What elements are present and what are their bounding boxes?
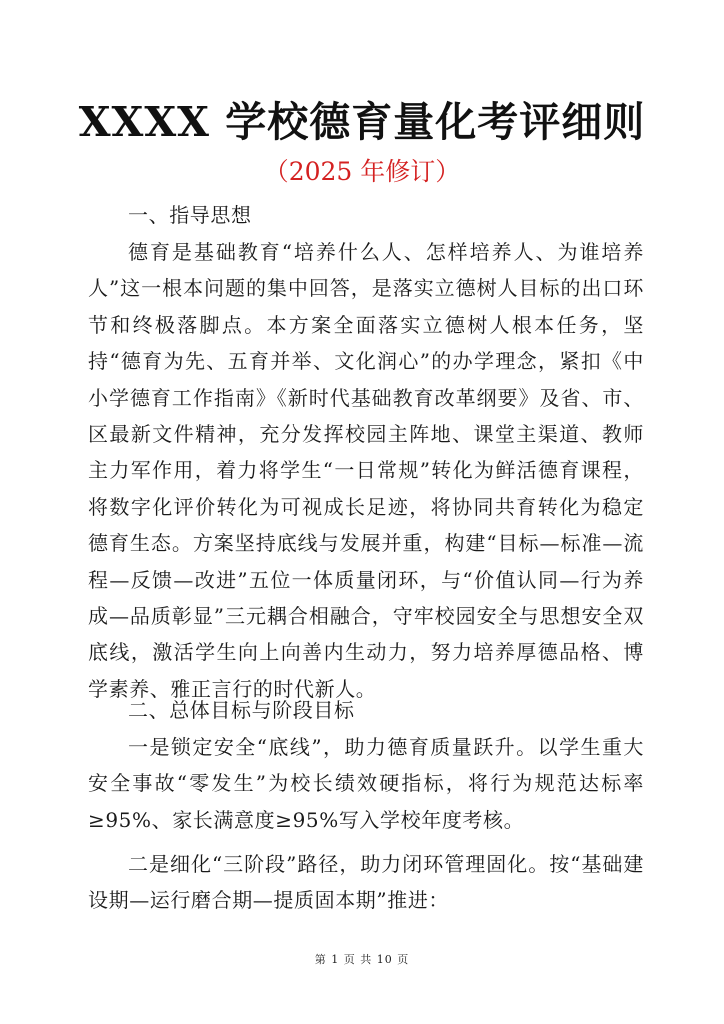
section-heading-1: 一、指导思想 <box>128 203 252 227</box>
section-2-body <box>88 729 644 838</box>
paragraph: 二是细化“三阶段”路径，助力闭环管理固化。按“基础建设期—运行磨合期—提质固本期”推进： <box>88 852 644 913</box>
paragraph: 一是锁定安全“底线”，助力德育质量跃升。以学生重大安全事故“零发生”为校长绩效硬指标，将行为规范达标率≥95%、家长满意度≥95%写入学校年度考核。 <box>88 735 644 832</box>
section-heading-2: 二、总体目标与阶段目标 <box>128 698 355 722</box>
section-1-body <box>88 234 644 707</box>
section-2-body-b <box>88 846 644 919</box>
paragraph: 德育是基础教育“培养什么人、怎样培养人、为谁培养人”这一根本问题的集中回答，是落实立德树人目标的出口环节和终极落脚点。本方案全面落实立德树人根本任务，坚持“德育为先、五育并举、文化润心”的办学理念，紧扣《中小学德育工作指南》《新时代基础教育改革纲要》及省、市、区最新文件精神，充分发挥校园主阵地、课堂主渠道、教师主力军作用，着力将学生“一日常规”转化为鲜活德育课程，将数字化评价转化为可视成长足迹，将协同共育转化为稳定德育生态。方案坚持底线与发展并重，构建“目标—标准—流程—反馈—改进”五位一体质量闭环，与“价值认同—行为养成—品质彰显”三元耦合相融合，守牢校园安全与思想安全双底线，激活学生向上向善内生动力，努力培养厚德品格、博学素养、雅正言行的时代新人。 <box>88 240 644 701</box>
document-subtitle: （2025 年修订） <box>263 157 461 186</box>
page-number: 第 1 页 共 10 页 <box>314 953 410 966</box>
document-title: XXXX 学校德育量化考评细则 <box>78 98 646 146</box>
